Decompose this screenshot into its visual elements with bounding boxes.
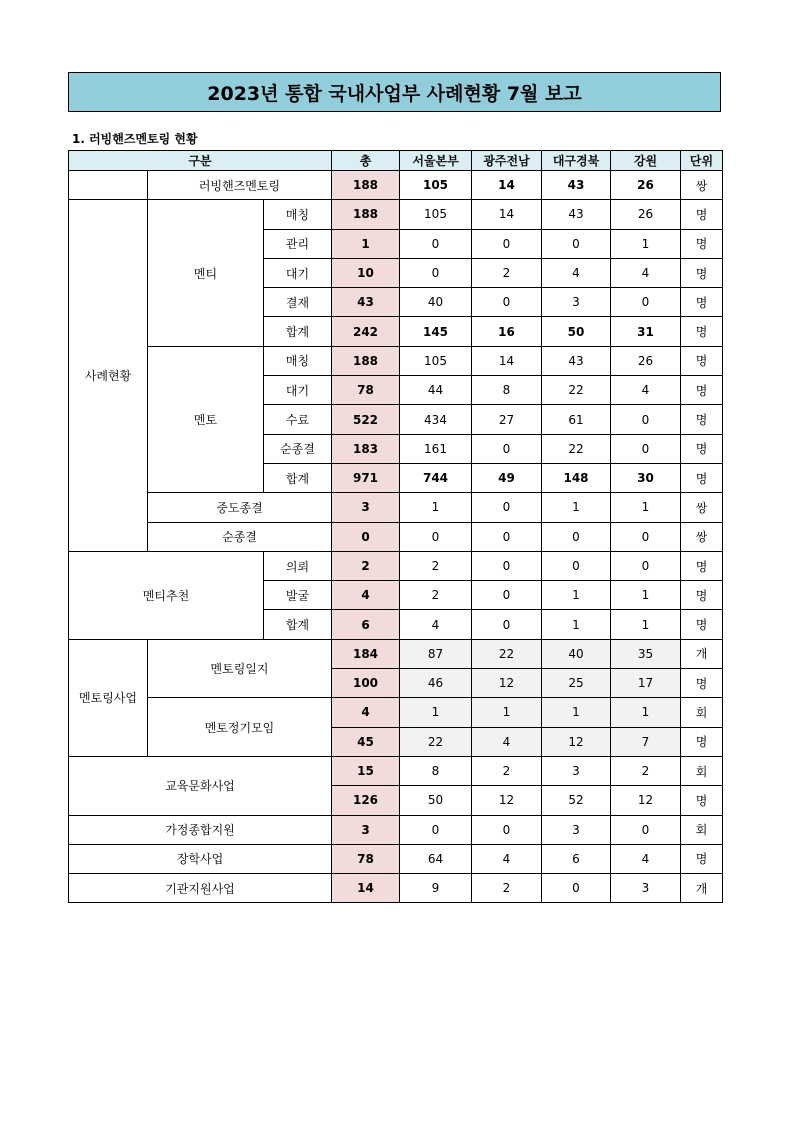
table-row xyxy=(69,171,723,200)
cell-daegu: 43 xyxy=(542,171,611,200)
cell-total: 43 xyxy=(332,288,400,317)
cell-daegu: 3 xyxy=(542,756,611,785)
cell-gwangju: 4 xyxy=(472,844,542,873)
cell-gwangju: 14 xyxy=(472,200,542,229)
cell-total: 2 xyxy=(332,551,400,580)
cell-daegu: 50 xyxy=(542,317,611,346)
row-label: 멘티 xyxy=(148,200,264,346)
row-label xyxy=(69,171,148,200)
cell-seoul: 46 xyxy=(400,669,472,698)
cell-gangwon: 4 xyxy=(611,376,681,405)
cell-gangwon: 0 xyxy=(611,405,681,434)
cell-gwangju: 0 xyxy=(472,522,542,551)
table-row xyxy=(69,874,723,903)
cell-seoul: 40 xyxy=(400,288,472,317)
cell-daegu: 4 xyxy=(542,258,611,287)
cell-total: 522 xyxy=(332,405,400,434)
cell-seoul: 0 xyxy=(400,815,472,844)
cell-unit: 명 xyxy=(681,317,723,346)
cell-daegu: 0 xyxy=(542,229,611,258)
cell-seoul: 105 xyxy=(400,200,472,229)
table-row xyxy=(69,522,723,551)
cell-seoul: 50 xyxy=(400,786,472,815)
cell-unit: 쌍 xyxy=(681,522,723,551)
cell-seoul: 145 xyxy=(400,317,472,346)
row-label: 장학사업 xyxy=(69,844,332,873)
cell-gangwon: 0 xyxy=(611,288,681,317)
cell-gwangju: 14 xyxy=(472,171,542,200)
cell-gwangju: 22 xyxy=(472,639,542,668)
cell-gangwon: 35 xyxy=(611,639,681,668)
cell-daegu: 1 xyxy=(542,698,611,727)
cell-gwangju: 27 xyxy=(472,405,542,434)
cell-unit: 명 xyxy=(681,434,723,463)
row-label: 순종결 xyxy=(264,434,332,463)
cell-seoul: 2 xyxy=(400,581,472,610)
table-row xyxy=(69,346,723,375)
header-total: 총 xyxy=(332,151,400,171)
cell-seoul: 0 xyxy=(400,229,472,258)
cell-seoul: 8 xyxy=(400,756,472,785)
cell-gwangju: 49 xyxy=(472,463,542,492)
cell-gangwon: 26 xyxy=(611,200,681,229)
cell-unit: 명 xyxy=(681,405,723,434)
table-row xyxy=(69,493,723,522)
row-label: 결재 xyxy=(264,288,332,317)
cell-total: 10 xyxy=(332,258,400,287)
cell-seoul: 1 xyxy=(400,493,472,522)
cell-gwangju: 2 xyxy=(472,756,542,785)
cell-total: 188 xyxy=(332,346,400,375)
row-label: 멘토링사업 xyxy=(69,639,148,756)
cell-gangwon: 1 xyxy=(611,610,681,639)
cell-unit: 회 xyxy=(681,698,723,727)
cell-total: 242 xyxy=(332,317,400,346)
cell-gwangju: 14 xyxy=(472,346,542,375)
cell-gangwon: 31 xyxy=(611,317,681,346)
row-label: 가정종합지원 xyxy=(69,815,332,844)
cell-total: 971 xyxy=(332,463,400,492)
cell-gangwon: 0 xyxy=(611,815,681,844)
cell-seoul: 744 xyxy=(400,463,472,492)
cell-gangwon: 17 xyxy=(611,669,681,698)
cell-seoul: 64 xyxy=(400,844,472,873)
cell-gangwon: 0 xyxy=(611,551,681,580)
cell-gwangju: 16 xyxy=(472,317,542,346)
row-label: 합계 xyxy=(264,463,332,492)
cell-daegu: 0 xyxy=(542,522,611,551)
cell-total: 3 xyxy=(332,815,400,844)
cell-total: 0 xyxy=(332,522,400,551)
cell-unit: 명 xyxy=(681,288,723,317)
cell-gwangju: 0 xyxy=(472,815,542,844)
cell-gwangju: 12 xyxy=(472,669,542,698)
cell-seoul: 434 xyxy=(400,405,472,434)
cell-daegu: 1 xyxy=(542,581,611,610)
cell-gangwon: 1 xyxy=(611,493,681,522)
status-table xyxy=(68,150,723,903)
cell-unit: 명 xyxy=(681,229,723,258)
cell-gwangju: 4 xyxy=(472,727,542,756)
cell-gangwon: 1 xyxy=(611,581,681,610)
cell-seoul: 4 xyxy=(400,610,472,639)
cell-total: 126 xyxy=(332,786,400,815)
cell-gwangju: 1 xyxy=(472,698,542,727)
cell-daegu: 3 xyxy=(542,288,611,317)
row-label: 기관지원사업 xyxy=(69,874,332,903)
cell-seoul: 2 xyxy=(400,551,472,580)
cell-unit: 명 xyxy=(681,376,723,405)
cell-unit: 개 xyxy=(681,639,723,668)
cell-gangwon: 30 xyxy=(611,463,681,492)
cell-unit: 쌍 xyxy=(681,171,723,200)
row-label: 대기 xyxy=(264,258,332,287)
cell-gwangju: 0 xyxy=(472,493,542,522)
cell-seoul: 105 xyxy=(400,346,472,375)
table-row xyxy=(69,815,723,844)
cell-unit: 명 xyxy=(681,200,723,229)
row-label: 러빙핸즈멘토링 xyxy=(148,171,332,200)
cell-seoul: 44 xyxy=(400,376,472,405)
header-category: 구분 xyxy=(69,151,332,171)
row-label: 멘티추천 xyxy=(69,551,264,639)
cell-unit: 명 xyxy=(681,463,723,492)
cell-total: 15 xyxy=(332,756,400,785)
cell-daegu: 25 xyxy=(542,669,611,698)
cell-unit: 명 xyxy=(681,581,723,610)
cell-daegu: 1 xyxy=(542,610,611,639)
cell-gwangju: 0 xyxy=(472,288,542,317)
table-row xyxy=(69,756,723,785)
cell-gangwon: 4 xyxy=(611,258,681,287)
cell-seoul: 1 xyxy=(400,698,472,727)
cell-gwangju: 0 xyxy=(472,229,542,258)
cell-gwangju: 0 xyxy=(472,610,542,639)
row-label: 매칭 xyxy=(264,346,332,375)
cell-daegu: 148 xyxy=(542,463,611,492)
cell-seoul: 105 xyxy=(400,171,472,200)
row-label: 합계 xyxy=(264,317,332,346)
section-heading: 1. 러빙핸즈멘토링 현황 xyxy=(72,132,198,146)
cell-unit: 명 xyxy=(681,610,723,639)
cell-daegu: 22 xyxy=(542,434,611,463)
cell-daegu: 0 xyxy=(542,551,611,580)
cell-daegu: 22 xyxy=(542,376,611,405)
cell-unit: 명 xyxy=(681,727,723,756)
cell-seoul: 22 xyxy=(400,727,472,756)
row-label: 중도종결 xyxy=(148,493,332,522)
cell-gangwon: 2 xyxy=(611,756,681,785)
cell-gwangju: 12 xyxy=(472,786,542,815)
cell-unit: 명 xyxy=(681,669,723,698)
header-daegu: 대구경북 xyxy=(542,151,611,171)
row-label: 멘토정기모임 xyxy=(148,698,332,757)
cell-daegu: 12 xyxy=(542,727,611,756)
cell-total: 4 xyxy=(332,698,400,727)
cell-gangwon: 1 xyxy=(611,698,681,727)
cell-seoul: 0 xyxy=(400,522,472,551)
cell-daegu: 40 xyxy=(542,639,611,668)
row-label: 합계 xyxy=(264,610,332,639)
row-label: 의뢰 xyxy=(264,551,332,580)
table-row xyxy=(69,844,723,873)
cell-unit: 명 xyxy=(681,346,723,375)
cell-total: 6 xyxy=(332,610,400,639)
cell-gangwon: 4 xyxy=(611,844,681,873)
cell-daegu: 61 xyxy=(542,405,611,434)
cell-unit: 명 xyxy=(681,786,723,815)
cell-total: 184 xyxy=(332,639,400,668)
table-row xyxy=(69,200,723,229)
row-label: 순종결 xyxy=(148,522,332,551)
cell-gangwon: 26 xyxy=(611,171,681,200)
row-label: 관리 xyxy=(264,229,332,258)
cell-daegu: 0 xyxy=(542,874,611,903)
row-label: 대기 xyxy=(264,376,332,405)
cell-gwangju: 2 xyxy=(472,874,542,903)
cell-total: 14 xyxy=(332,874,400,903)
cell-total: 4 xyxy=(332,581,400,610)
cell-seoul: 87 xyxy=(400,639,472,668)
header-row xyxy=(69,151,723,171)
cell-unit: 명 xyxy=(681,844,723,873)
cell-gangwon: 0 xyxy=(611,522,681,551)
table-row xyxy=(69,551,723,580)
cell-seoul: 161 xyxy=(400,434,472,463)
cell-gwangju: 0 xyxy=(472,551,542,580)
row-label: 매칭 xyxy=(264,200,332,229)
cell-total: 188 xyxy=(332,200,400,229)
cell-total: 183 xyxy=(332,434,400,463)
header-unit: 단위 xyxy=(681,151,723,171)
cell-daegu: 43 xyxy=(542,346,611,375)
cell-gwangju: 0 xyxy=(472,434,542,463)
cell-daegu: 1 xyxy=(542,493,611,522)
cell-gwangju: 0 xyxy=(472,581,542,610)
cell-unit: 명 xyxy=(681,258,723,287)
cell-seoul: 9 xyxy=(400,874,472,903)
cell-unit: 쌍 xyxy=(681,493,723,522)
row-label: 교육문화사업 xyxy=(69,756,332,815)
cell-total: 45 xyxy=(332,727,400,756)
cell-seoul: 0 xyxy=(400,258,472,287)
cell-gangwon: 3 xyxy=(611,874,681,903)
row-label: 발굴 xyxy=(264,581,332,610)
header-gwangju: 광주전남 xyxy=(472,151,542,171)
row-label: 수료 xyxy=(264,405,332,434)
cell-unit: 회 xyxy=(681,815,723,844)
report-title: 2023년 통합 국내사업부 사례현황 7월 보고 xyxy=(68,72,721,112)
table-row xyxy=(69,698,723,727)
cell-gangwon: 12 xyxy=(611,786,681,815)
header-gangwon: 강원 xyxy=(611,151,681,171)
cell-total: 1 xyxy=(332,229,400,258)
cell-total: 100 xyxy=(332,669,400,698)
cell-daegu: 52 xyxy=(542,786,611,815)
row-label: 멘토 xyxy=(148,346,264,492)
cell-total: 188 xyxy=(332,171,400,200)
cell-total: 78 xyxy=(332,844,400,873)
cell-unit: 개 xyxy=(681,874,723,903)
cell-unit: 명 xyxy=(681,551,723,580)
cell-gangwon: 26 xyxy=(611,346,681,375)
cell-total: 78 xyxy=(332,376,400,405)
cell-unit: 회 xyxy=(681,756,723,785)
cell-daegu: 43 xyxy=(542,200,611,229)
cell-gangwon: 1 xyxy=(611,229,681,258)
header-seoul: 서울본부 xyxy=(400,151,472,171)
cell-gwangju: 2 xyxy=(472,258,542,287)
row-label: 멘토링일지 xyxy=(148,639,332,698)
cell-gwangju: 8 xyxy=(472,376,542,405)
table-row xyxy=(69,639,723,668)
cell-daegu: 3 xyxy=(542,815,611,844)
row-label: 사례현황 xyxy=(69,200,148,552)
cell-total: 3 xyxy=(332,493,400,522)
cell-gangwon: 0 xyxy=(611,434,681,463)
cell-daegu: 6 xyxy=(542,844,611,873)
cell-gangwon: 7 xyxy=(611,727,681,756)
